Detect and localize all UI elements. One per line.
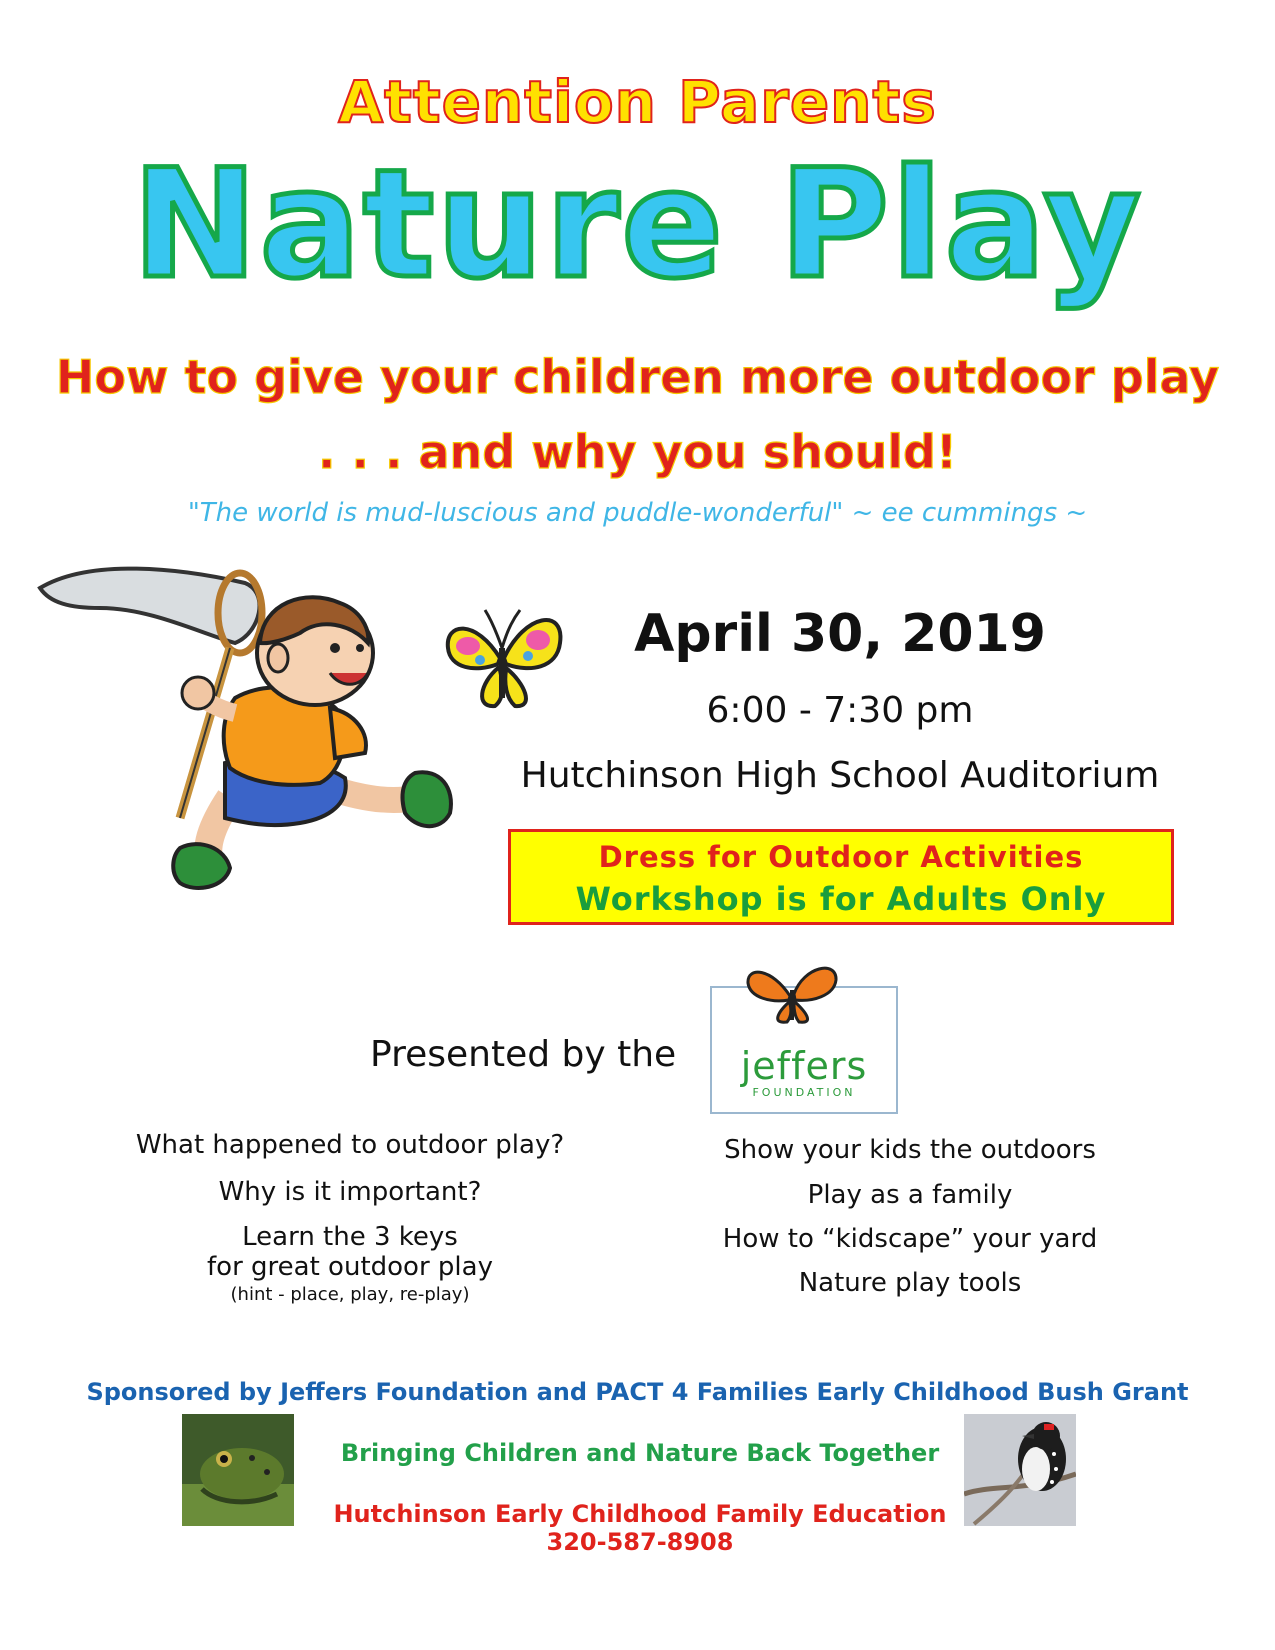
- topic-right: Nature play tools: [798, 1268, 1022, 1298]
- topic-hint: (hint - place, play, re-play): [230, 1284, 470, 1305]
- event-date: April 30, 2019: [634, 604, 1046, 664]
- topic-left: for great outdoor play: [207, 1252, 493, 1282]
- woodpecker-photo-icon: [964, 1414, 1076, 1526]
- topic-right: How to “kidscape” your yard: [722, 1224, 1098, 1254]
- notice-box: [508, 829, 1174, 925]
- notice-dress-code: Dress for Outdoor Activities: [598, 840, 1084, 874]
- subtitle-line-2: . . . and why you should!: [318, 425, 957, 479]
- butterfly-icon: [440, 598, 570, 718]
- topic-left: Why is it important?: [218, 1177, 482, 1207]
- notice-adults-only: Workshop is for Adults Only: [575, 880, 1107, 918]
- topic-left: Learn the 3 keys: [242, 1222, 458, 1252]
- logo-subtitle: FOUNDATION: [752, 1086, 856, 1099]
- tagline: Bringing Children and Nature Back Together: [340, 1439, 940, 1467]
- topic-right: Play as a family: [807, 1180, 1013, 1210]
- subtitle-line-1: How to give your children more outdoor play: [55, 350, 1220, 404]
- topic-left: What happened to outdoor play?: [135, 1130, 565, 1160]
- topic-right: Show your kids the outdoors: [724, 1135, 1096, 1165]
- frog-photo-icon: [182, 1414, 294, 1526]
- monarch-butterfly-icon: [742, 958, 842, 1028]
- organization-name: [300, 1501, 980, 1556]
- event-venue: Hutchinson High School Auditorium: [520, 755, 1160, 796]
- quote: "The world is mud-luscious and puddle-wonderful" ~ ee cummings ~: [187, 498, 1088, 528]
- logo-name: jeffers: [740, 1044, 868, 1088]
- presented-by-label: Presented by the: [370, 1034, 677, 1075]
- sponsor-line: Sponsored by Jeffers Foundation and PACT 4 Families Early Childhood Bush Grant: [86, 1378, 1189, 1406]
- boy-with-net-icon: [30, 548, 470, 928]
- phone-number: 320-587-8908: [546, 1527, 734, 1556]
- page-title: Nature Play: [132, 138, 1143, 312]
- event-time: 6:00 - 7:30 pm: [706, 690, 974, 731]
- organization-title: Hutchinson Early Childhood Family Education: [333, 1500, 947, 1528]
- kicker-heading: Attention Parents: [338, 68, 937, 136]
